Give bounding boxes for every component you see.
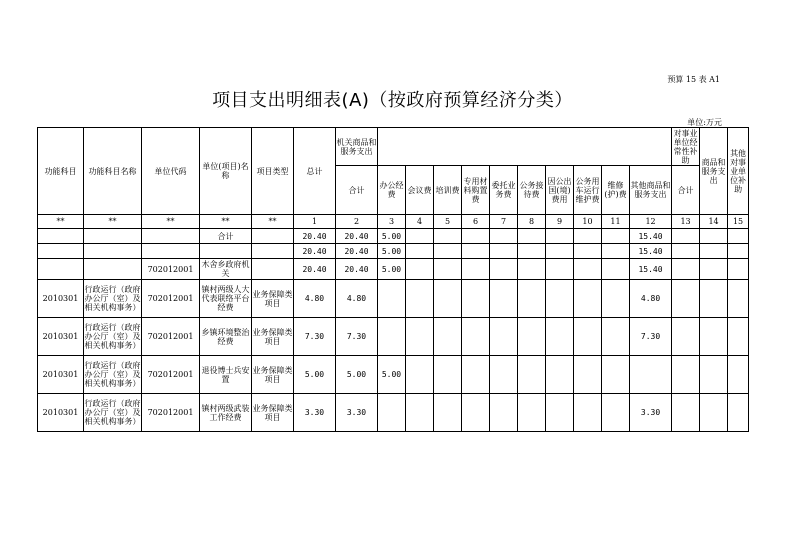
row-special-material (462, 394, 490, 432)
row-func-name (84, 244, 142, 259)
table-row (38, 318, 749, 356)
table-row (38, 229, 749, 244)
row-subsidy-goods (700, 394, 728, 432)
row-total: 4.80 (294, 280, 336, 318)
table-row (38, 280, 749, 318)
row-total: 5.00 (294, 356, 336, 394)
row-abroad (546, 394, 574, 432)
header-reception: 公务接待费 (518, 166, 546, 215)
row-office (378, 394, 406, 432)
row-special-material (462, 259, 490, 280)
row-abroad (546, 244, 574, 259)
row-unit-name: 镇村两级武装工作经费 (200, 394, 252, 432)
header-subsidy-total: 合计 (672, 166, 700, 215)
header-project-type: 项目类型 (252, 128, 294, 215)
row-subtotal: 5.00 (336, 356, 378, 394)
row-subtotal: 20.40 (336, 229, 378, 244)
row-office (378, 318, 406, 356)
header-other-goods: 其他商品和服务支出 (630, 166, 672, 215)
index-cell: 7 (490, 215, 518, 229)
row-office: 5.00 (378, 259, 406, 280)
row-func-name: 行政运行（政府办公厅（室）及相关机构事务） (84, 394, 142, 432)
index-cell: 9 (546, 215, 574, 229)
index-cell: 4 (406, 215, 434, 229)
row-unit-code: 702012001 (142, 356, 200, 394)
index-cell: 12 (630, 215, 672, 229)
row-subtotal: 20.40 (336, 244, 378, 259)
row-subsidy-other (728, 244, 749, 259)
header-maintenance: 维修(护)费 (602, 166, 630, 215)
row-training (434, 259, 462, 280)
row-abroad (546, 318, 574, 356)
header-special-material: 专用材料购置费 (462, 166, 490, 215)
index-row (38, 215, 749, 229)
index-cell: ** (142, 215, 200, 229)
row-entrusted (490, 318, 518, 356)
row-reception (518, 259, 546, 280)
row-reception (518, 394, 546, 432)
row-training (434, 244, 462, 259)
row-vehicle (574, 356, 602, 394)
row-office: 5.00 (378, 244, 406, 259)
row-subsidy-total (672, 318, 700, 356)
row-meeting (406, 259, 434, 280)
row-func-name (84, 259, 142, 280)
index-cell: ** (84, 215, 142, 229)
table-row (38, 356, 749, 394)
index-cell: 2 (336, 215, 378, 229)
row-reception (518, 356, 546, 394)
row-maintenance (602, 318, 630, 356)
row-vehicle (574, 394, 602, 432)
unit-label: 单位:万元 (687, 118, 722, 127)
index-cell: 14 (700, 215, 728, 229)
row-subtotal: 7.30 (336, 318, 378, 356)
row-subsidy-total (672, 280, 700, 318)
header-meeting: 会议费 (406, 166, 434, 215)
row-subsidy-goods (700, 259, 728, 280)
row-unit-code: 702012001 (142, 394, 200, 432)
header-unit-name: 单位(项目)名称 (200, 128, 252, 215)
header-subsidy-other: 其他对事业单位补助 (728, 128, 749, 215)
row-entrusted (490, 244, 518, 259)
row-special-material (462, 318, 490, 356)
row-special-material (462, 244, 490, 259)
header-office: 办公经费 (378, 166, 406, 215)
row-func-code: 2010301 (38, 318, 84, 356)
row-func-code: 2010301 (38, 280, 84, 318)
row-unit-name: 退役博士兵安置 (200, 356, 252, 394)
row-subtotal: 3.30 (336, 394, 378, 432)
index-cell: 10 (574, 215, 602, 229)
row-training (434, 318, 462, 356)
index-cell: 8 (518, 215, 546, 229)
row-unit-code: 702012001 (142, 318, 200, 356)
row-vehicle (574, 318, 602, 356)
row-subsidy-other (728, 318, 749, 356)
expenditure-table (37, 127, 749, 432)
row-unit-code: 702012001 (142, 280, 200, 318)
table-row (38, 394, 749, 432)
row-maintenance (602, 259, 630, 280)
row-training (434, 356, 462, 394)
table-body (38, 229, 749, 432)
row-abroad (546, 259, 574, 280)
row-office: 5.00 (378, 229, 406, 244)
header-unit-code: 单位代码 (142, 128, 200, 215)
row-unit-name: 合计 (200, 229, 252, 244)
row-subsidy-other (728, 356, 749, 394)
header-subtotal: 合计 (336, 166, 378, 215)
index-cell: 3 (378, 215, 406, 229)
row-other-goods: 7.30 (630, 318, 672, 356)
index-cell: ** (252, 215, 294, 229)
row-subtotal: 4.80 (336, 280, 378, 318)
index-cell: ** (38, 215, 84, 229)
row-unit-code (142, 229, 200, 244)
row-entrusted (490, 356, 518, 394)
row-subsidy-other (728, 229, 749, 244)
row-meeting (406, 318, 434, 356)
row-project-type: 业务保障类项目 (252, 280, 294, 318)
row-office: 5.00 (378, 356, 406, 394)
row-project-type: 业务保障类项目 (252, 356, 294, 394)
row-other-goods: 15.40 (630, 229, 672, 244)
row-entrusted (490, 229, 518, 244)
row-vehicle (574, 280, 602, 318)
form-number: 预算 15 表 A1 (667, 75, 720, 84)
header-func-subject-name: 功能科目名称 (84, 128, 142, 215)
row-subsidy-goods (700, 244, 728, 259)
row-abroad (546, 356, 574, 394)
row-func-code (38, 229, 84, 244)
row-unit-name: 镇村两级人大代表联络平台经费 (200, 280, 252, 318)
index-cell: 1 (294, 215, 336, 229)
row-entrusted (490, 259, 518, 280)
row-subsidy-total (672, 244, 700, 259)
header-func-subject: 功能科目 (38, 128, 84, 215)
header-blank (378, 128, 672, 166)
row-meeting (406, 356, 434, 394)
row-maintenance (602, 394, 630, 432)
row-meeting (406, 244, 434, 259)
page-title: 项目支出明细表(A)（按政府预算经济分类） (212, 90, 573, 111)
row-special-material (462, 229, 490, 244)
row-vehicle (574, 244, 602, 259)
row-project-type (252, 244, 294, 259)
row-special-material (462, 280, 490, 318)
row-func-code (38, 259, 84, 280)
header-vehicle: 公务用车运行维护费 (574, 166, 602, 215)
row-total: 3.30 (294, 394, 336, 432)
row-entrusted (490, 280, 518, 318)
row-subsidy-goods (700, 280, 728, 318)
row-func-code: 2010301 (38, 394, 84, 432)
row-unit-code (142, 244, 200, 259)
row-total: 20.40 (294, 229, 336, 244)
row-subsidy-total (672, 356, 700, 394)
row-office (378, 280, 406, 318)
header-total: 总计 (294, 128, 336, 215)
row-training (434, 229, 462, 244)
row-subsidy-other (728, 259, 749, 280)
row-other-goods (630, 356, 672, 394)
header-subsidy-group: 对事业单位经常性补助 (673, 128, 698, 165)
row-other-goods: 3.30 (630, 394, 672, 432)
row-subsidy-goods (700, 318, 728, 356)
row-subsidy-other (728, 280, 749, 318)
row-total: 20.40 (294, 244, 336, 259)
row-maintenance (602, 280, 630, 318)
row-other-goods: 15.40 (630, 244, 672, 259)
row-project-type (252, 259, 294, 280)
row-unit-name: 乡镇环境整治经费 (200, 318, 252, 356)
index-cell: 15 (728, 215, 749, 229)
row-abroad (546, 229, 574, 244)
row-vehicle (574, 259, 602, 280)
row-subsidy-total (672, 259, 700, 280)
row-project-type (252, 229, 294, 244)
row-abroad (546, 280, 574, 318)
row-subsidy-goods (700, 229, 728, 244)
row-training (434, 394, 462, 432)
row-project-type: 业务保障类项目 (252, 318, 294, 356)
header-abroad: 因公出国(境)费用 (546, 166, 574, 215)
row-reception (518, 229, 546, 244)
row-func-code: 2010301 (38, 356, 84, 394)
row-special-material (462, 356, 490, 394)
index-cell: 13 (672, 215, 700, 229)
row-meeting (406, 229, 434, 244)
row-subsidy-total (672, 229, 700, 244)
row-unit-name (200, 244, 252, 259)
index-cell: 5 (434, 215, 462, 229)
row-meeting (406, 280, 434, 318)
row-func-name: 行政运行（政府办公厅（室）及相关机构事务） (84, 280, 142, 318)
row-total: 20.40 (294, 259, 336, 280)
row-subsidy-other (728, 394, 749, 432)
table-row (38, 244, 749, 259)
row-project-type: 业务保障类项目 (252, 394, 294, 432)
row-subsidy-total (672, 394, 700, 432)
row-training (434, 280, 462, 318)
row-subsidy-goods (700, 356, 728, 394)
index-cell: 6 (462, 215, 490, 229)
row-entrusted (490, 394, 518, 432)
row-vehicle (574, 229, 602, 244)
row-reception (518, 280, 546, 318)
row-func-code (38, 244, 84, 259)
row-maintenance (602, 244, 630, 259)
row-func-name (84, 229, 142, 244)
row-maintenance (602, 356, 630, 394)
header-subsidy-goods: 商品和服务支出 (700, 128, 728, 215)
row-func-name: 行政运行（政府办公厅（室）及相关机构事务） (84, 318, 142, 356)
row-unit-name: 木舍乡政府机关 (201, 260, 250, 278)
row-other-goods: 4.80 (630, 280, 672, 318)
table-row (38, 259, 749, 280)
row-total: 7.30 (294, 318, 336, 356)
row-subtotal: 20.40 (336, 259, 378, 280)
index-cell: ** (200, 215, 252, 229)
index-cell: 11 (602, 215, 630, 229)
row-func-name: 行政运行（政府办公厅（室）及相关机构事务） (84, 356, 142, 394)
header-training: 培训费 (434, 166, 462, 215)
row-reception (518, 244, 546, 259)
header-goods-services: 机关商品和服务支出 (336, 128, 378, 166)
header-entrusted: 委托业务费 (490, 166, 518, 215)
row-maintenance (602, 229, 630, 244)
row-other-goods: 15.40 (630, 259, 672, 280)
row-unit-code: 702012001 (142, 259, 200, 280)
row-reception (518, 318, 546, 356)
row-meeting (406, 394, 434, 432)
